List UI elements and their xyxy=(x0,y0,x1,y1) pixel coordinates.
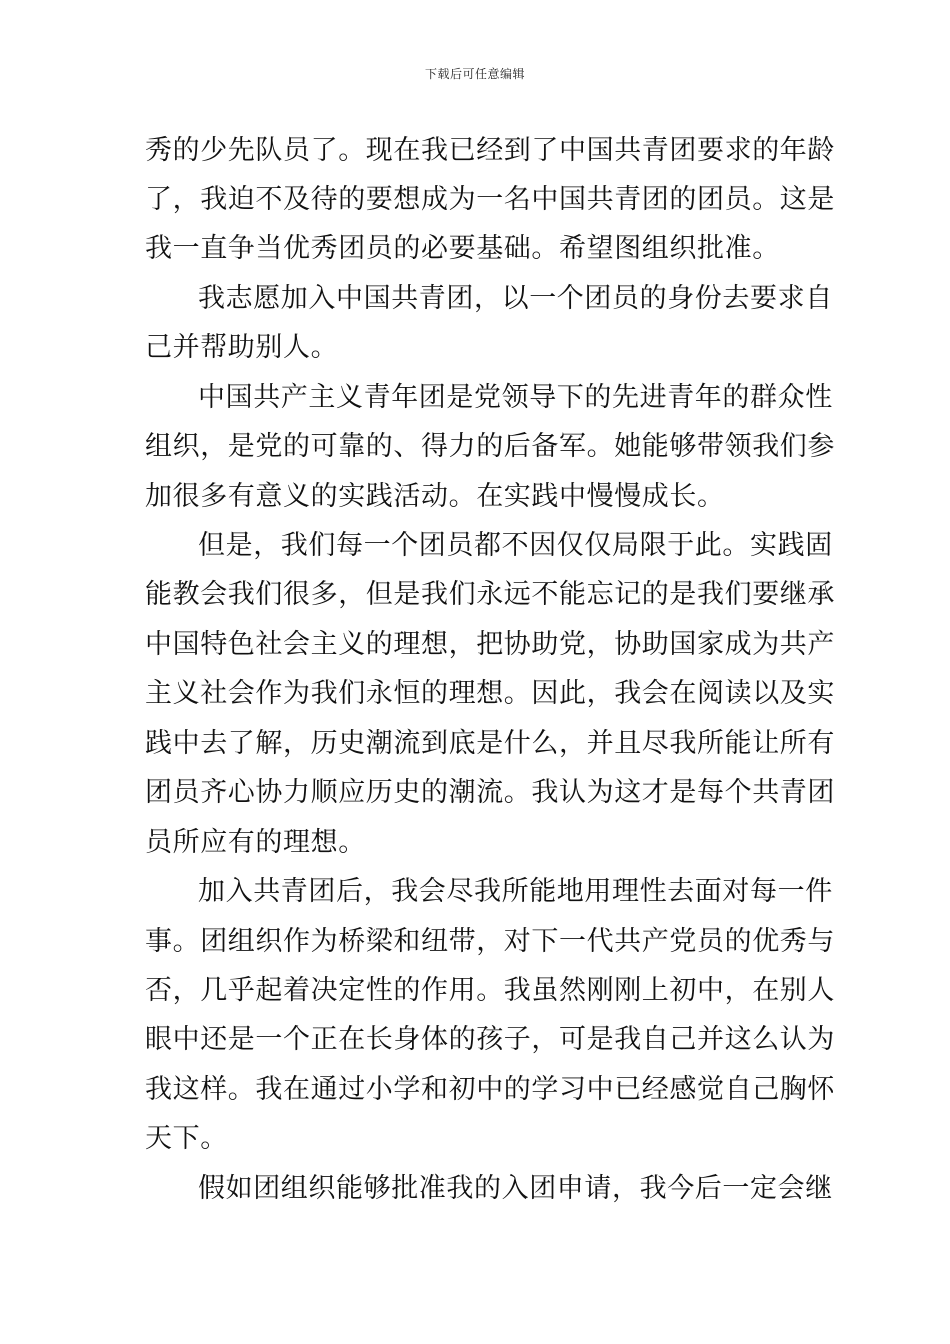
body-line: 践中去了解，历史潮流到底是什么，并且尽我所能让所有 xyxy=(145,728,835,759)
body-line: 我一直争当优秀团员的必要基础。希望图组织批准。 xyxy=(145,233,780,264)
body-line: 了，我迫不及待的要想成为一名中国共青团的团员。这是 xyxy=(145,184,835,215)
body-line: 加很多有意义的实践活动。在实践中慢慢成长。 xyxy=(145,481,725,512)
body-line: 组织，是党的可靠的、得力的后备军。她能够带领我们参 xyxy=(145,431,835,462)
paragraph-first-line: 中国共产主义青年团是党领导下的先进青年的群众性 xyxy=(198,382,833,413)
body-line: 己并帮助别人。 xyxy=(145,332,339,363)
body-line: 中国特色社会主义的理想，把协助党，协助国家成为共产 xyxy=(145,629,835,660)
paragraph-first-line: 我志愿加入中国共青团，以一个团员的身份去要求自 xyxy=(198,283,833,314)
body-line: 秀的少先队员了。现在我已经到了中国共青团要求的年龄 xyxy=(145,135,835,166)
paragraph-first-line: 但是，我们每一个团员都不因仅仅局限于此。实践固 xyxy=(198,530,833,561)
page-header: 下载后可任意编辑 xyxy=(424,67,525,81)
body-line: 天下。 xyxy=(145,1123,228,1154)
body-line: 眼中还是一个正在长身体的孩子，可是我自己并这么认为 xyxy=(145,1024,835,1055)
paragraph-first-line: 假如团组织能够批准我的入团申请，我今后一定会继 xyxy=(198,1173,833,1204)
body-line: 否，几乎起着决定性的作用。我虽然刚刚上初中，在别人 xyxy=(145,975,835,1006)
paragraph-first-line: 加入共青团后，我会尽我所能地用理性去面对每一件 xyxy=(198,876,833,907)
body-line: 主义社会作为我们永恒的理想。因此，我会在阅读以及实 xyxy=(145,678,835,709)
body-line: 我这样。我在通过小学和初中的学习中已经感觉自己胸怀 xyxy=(145,1074,835,1105)
body-line: 事。团组织作为桥梁和纽带，对下一代共产党员的优秀与 xyxy=(145,926,835,957)
body-line: 团员齐心协力顺应历史的潮流。我认为这才是每个共青团 xyxy=(145,777,835,808)
body-line: 能教会我们很多，但是我们永远不能忘记的是我们要继承 xyxy=(145,579,835,610)
body-line: 员所应有的理想。 xyxy=(145,827,366,858)
